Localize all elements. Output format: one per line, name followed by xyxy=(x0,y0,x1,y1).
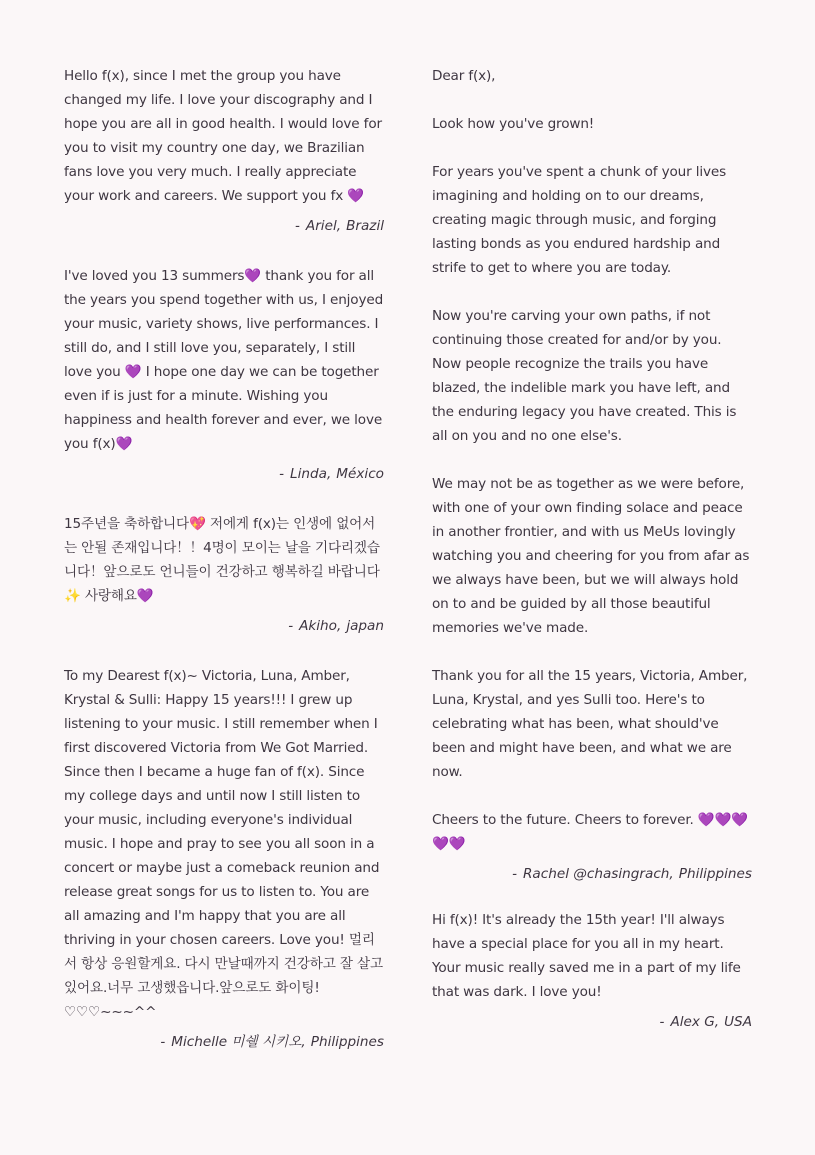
letter-signature: - Alex G, USA xyxy=(659,1014,752,1030)
letter-alex xyxy=(432,908,754,1034)
right-column xyxy=(432,64,754,1060)
signature-author: Linda xyxy=(290,466,327,482)
signature-location: USA xyxy=(724,1014,752,1030)
signature-author: Rachel @chasingrach xyxy=(522,866,670,882)
letter-message: I've loved you 13 summers💜 thank you for all the years you spend together with us, I enjoyed your music, variety shows, live performances. I still do, and I still love you, separately, I still love you 💜 I hope one day we can be together even if is just for a minute. Wishing you happiness and health forever and ever, we love you f(x)💜 xyxy=(64,268,384,452)
signature-location: Brazil xyxy=(346,218,384,234)
letter-message: To my Dearest f(x)~ Victoria, Luna, Amber, Krystal & Sulli: Happy 15 years!!! I grew up listening to your music. I still remember when I first discovered Victoria from We Got Married. Since then I became a huge fan of f(x). Since my college days and until now I still listen to your music, including everyone's individual music. I hope and pray to see you all soon in a concert or maybe just a comeback reunion and release great songs for us to listen to. You are all amazing and I'm happy that you are all thriving in your chosen careers. Love you! 멀리서 항상 응원할게요. 다시 만날때까지 건강하고 잘 살고 있어요.너무 고생했읍니다.앞으로도 화이팅!♡♡♡~~~^^ xyxy=(64,668,383,1020)
signature-author: Alex G xyxy=(670,1014,715,1030)
signature-location: México xyxy=(336,466,384,482)
letter-message: Hi f(x)! It's already the 15th year! I'll always have a special place for you all in my heart. Your music really saved me in a part of my life that was dark. I love you! xyxy=(432,912,741,1000)
signature-location: Philippines xyxy=(310,1034,384,1050)
letter-signature: - Akiho, japan xyxy=(288,618,384,634)
letter-rachel xyxy=(432,64,754,886)
signature-location: Philippines xyxy=(678,866,752,882)
signature-author: Ariel xyxy=(305,218,337,234)
letter-message: 15주년을 축하합니다💖 저에게 f(x)는 인생에 없어서는 안될 존재입니다！！4명이 모이는 날을 기다리겠습니다！앞으로도 언니들이 건강하고 행복하길 바랍니다✨ 사랑해요💜 xyxy=(64,516,380,604)
letter-ariel xyxy=(64,64,386,238)
letter-michelle xyxy=(64,664,386,1054)
signature-author: Akiho xyxy=(299,618,337,634)
letter-signature: - Linda, México xyxy=(279,466,384,482)
letter-signature: - Michelle 미쉘 시키오, Philippines xyxy=(160,1034,384,1050)
letter-linda xyxy=(64,264,386,486)
letter-message: Dear f(x), Look how you've grown! For years you've spent a chunk of your lives imagining and holding on to our dreams, creating magic through music, and forging lasting bonds as you endured hardship and strife to get to where you are today. Now you're carving your own paths, if not continuing those created for and/or by you. Now people recognize the trails you have blazed, the indelible mark you have left, and the enduring legacy you have created. This is all on you and no one else's. We may not be as together as we were before, with one of your own finding solace and peace in another frontier, and with us MeUs lovingly watching you and cheering for you from afar as we always have been, but we will always hold on to and be guided by all those beautiful memories we've made. Thank you for all the 15 years, Victoria, Amber, Luna, Krystal, and yes Sulli too. Here's to celebrating what has been, what should've been and might have been, and what we are now. Cheers to the future. Cheers to forever. 💜💜💜💜💜 xyxy=(432,68,750,852)
letter-signature: - Ariel, Brazil xyxy=(295,218,384,234)
signature-location: japan xyxy=(346,618,384,634)
letter-akiho xyxy=(64,512,386,638)
left-column xyxy=(64,64,386,1080)
letter-message: Hello f(x), since I met the group you have changed my life. I love your discography and I hope you are all in good health. I would love for you to visit my country one day, we Brazilian fans love you very much. I really appreciate your work and careers. We support you fx 💜 xyxy=(64,68,382,204)
signature-author: Michelle 미쉘 시키오 xyxy=(171,1034,302,1050)
letter-signature: - Rachel @chasingrach, Philippines xyxy=(512,866,752,882)
